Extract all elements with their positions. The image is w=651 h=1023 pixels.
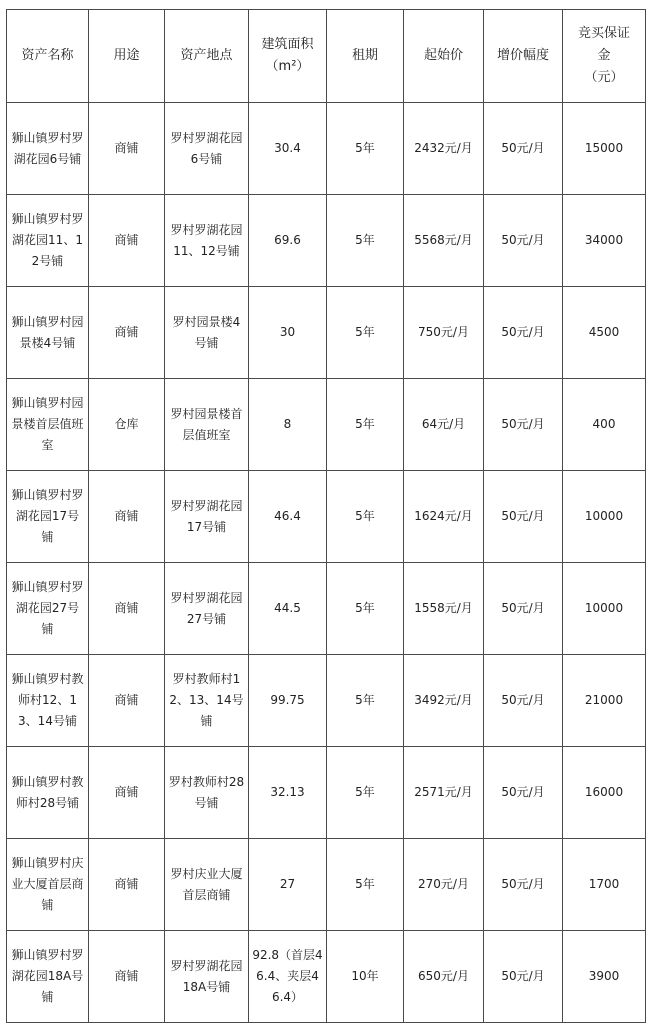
header-asset-name: 资产名称 — [7, 10, 89, 103]
cell-location: 罗村园景楼4号铺 — [165, 287, 249, 379]
cell-deposit: 10000 — [563, 563, 646, 655]
cell-increment: 50元/月 — [484, 195, 563, 287]
cell-asset-name: 狮山镇罗村园景楼首层值班室 — [7, 379, 89, 471]
cell-deposit: 21000 — [563, 655, 646, 747]
cell-start-price: 1624元/月 — [404, 471, 484, 563]
cell-start-price: 750元/月 — [404, 287, 484, 379]
cell-asset-name: 狮山镇罗村园景楼4号铺 — [7, 287, 89, 379]
cell-usage: 商铺 — [89, 655, 165, 747]
header-area-line2: （m²） — [265, 59, 310, 74]
cell-area: 46.4 — [249, 471, 327, 563]
cell-term: 5年 — [327, 195, 404, 287]
table-row — [7, 379, 646, 471]
cell-increment: 50元/月 — [484, 655, 563, 747]
cell-start-price: 2571元/月 — [404, 747, 484, 839]
header-location: 资产地点 — [165, 10, 249, 103]
cell-term: 5年 — [327, 103, 404, 195]
cell-area: 30 — [249, 287, 327, 379]
header-deposit — [563, 10, 646, 103]
cell-term: 5年 — [327, 563, 404, 655]
cell-area: 44.5 — [249, 563, 327, 655]
cell-deposit: 15000 — [563, 103, 646, 195]
cell-deposit: 400 — [563, 379, 646, 471]
cell-area: 32.13 — [249, 747, 327, 839]
table-row — [7, 103, 646, 195]
cell-increment: 50元/月 — [484, 747, 563, 839]
header-deposit-line3: （元） — [584, 70, 624, 85]
cell-usage: 商铺 — [89, 563, 165, 655]
cell-deposit: 3900 — [563, 931, 646, 1023]
cell-usage: 商铺 — [89, 747, 165, 839]
cell-usage: 商铺 — [89, 931, 165, 1023]
cell-deposit: 16000 — [563, 747, 646, 839]
cell-asset-name: 狮山镇罗村罗湖花园11、12号铺 — [7, 195, 89, 287]
cell-location: 罗村教师村12、13、14号铺 — [165, 655, 249, 747]
cell-start-price: 3492元/月 — [404, 655, 484, 747]
cell-area: 69.6 — [249, 195, 327, 287]
cell-asset-name: 狮山镇罗村教师村12、13、14号铺 — [7, 655, 89, 747]
cell-usage: 商铺 — [89, 195, 165, 287]
cell-usage: 仓库 — [89, 379, 165, 471]
cell-area: 27 — [249, 839, 327, 931]
table-row — [7, 839, 646, 931]
cell-location: 罗村罗湖花园6号铺 — [165, 103, 249, 195]
cell-deposit: 4500 — [563, 287, 646, 379]
cell-location: 罗村罗湖花园11、12号铺 — [165, 195, 249, 287]
cell-area: 30.4 — [249, 103, 327, 195]
table-header-row — [7, 10, 646, 103]
cell-location: 罗村罗湖花园17号铺 — [165, 471, 249, 563]
cell-start-price: 64元/月 — [404, 379, 484, 471]
cell-area: 92.8（首层46.4、夹层46.4） — [249, 931, 327, 1023]
table-row — [7, 287, 646, 379]
cell-area: 8 — [249, 379, 327, 471]
header-deposit-line2: 金 — [597, 48, 611, 63]
cell-start-price: 270元/月 — [404, 839, 484, 931]
header-term: 租期 — [327, 10, 404, 103]
cell-increment: 50元/月 — [484, 287, 563, 379]
table-row — [7, 747, 646, 839]
cell-deposit: 34000 — [563, 195, 646, 287]
cell-increment: 50元/月 — [484, 839, 563, 931]
cell-increment: 50元/月 — [484, 563, 563, 655]
cell-term: 5年 — [327, 287, 404, 379]
cell-term: 5年 — [327, 471, 404, 563]
header-start-price: 起始价 — [404, 10, 484, 103]
cell-location: 罗村园景楼首层值班室 — [165, 379, 249, 471]
cell-increment: 50元/月 — [484, 471, 563, 563]
cell-asset-name: 狮山镇罗村罗湖花园17号铺 — [7, 471, 89, 563]
cell-deposit: 1700 — [563, 839, 646, 931]
header-area — [249, 10, 327, 103]
cell-location: 罗村教师村28号铺 — [165, 747, 249, 839]
cell-usage: 商铺 — [89, 103, 165, 195]
cell-usage: 商铺 — [89, 287, 165, 379]
cell-area: 99.75 — [249, 655, 327, 747]
cell-start-price: 5568元/月 — [404, 195, 484, 287]
asset-lease-table — [6, 9, 646, 1023]
cell-location: 罗村罗湖花园18A号铺 — [165, 931, 249, 1023]
cell-asset-name: 狮山镇罗村庆业大厦首层商铺 — [7, 839, 89, 931]
cell-increment: 50元/月 — [484, 379, 563, 471]
cell-asset-name: 狮山镇罗村教师村28号铺 — [7, 747, 89, 839]
cell-asset-name: 狮山镇罗村罗湖花园18A号铺 — [7, 931, 89, 1023]
header-usage: 用途 — [89, 10, 165, 103]
table-row — [7, 471, 646, 563]
cell-deposit: 10000 — [563, 471, 646, 563]
cell-location: 罗村罗湖花园27号铺 — [165, 563, 249, 655]
cell-asset-name: 狮山镇罗村罗湖花园27号铺 — [7, 563, 89, 655]
cell-start-price: 1558元/月 — [404, 563, 484, 655]
cell-asset-name: 狮山镇罗村罗湖花园6号铺 — [7, 103, 89, 195]
header-deposit-line1: 竞买保证 — [577, 26, 630, 41]
cell-start-price: 650元/月 — [404, 931, 484, 1023]
cell-usage: 商铺 — [89, 839, 165, 931]
cell-term: 5年 — [327, 655, 404, 747]
cell-term: 5年 — [327, 839, 404, 931]
table-row — [7, 195, 646, 287]
cell-usage: 商铺 — [89, 471, 165, 563]
header-increment: 增价幅度 — [484, 10, 563, 103]
table-row — [7, 931, 646, 1023]
cell-term: 5年 — [327, 747, 404, 839]
cell-term: 5年 — [327, 379, 404, 471]
cell-start-price: 2432元/月 — [404, 103, 484, 195]
table-row — [7, 563, 646, 655]
cell-term: 10年 — [327, 931, 404, 1023]
header-area-line1: 建筑面积 — [261, 37, 314, 52]
cell-increment: 50元/月 — [484, 931, 563, 1023]
cell-location: 罗村庆业大厦首层商铺 — [165, 839, 249, 931]
table-row — [7, 655, 646, 747]
cell-increment: 50元/月 — [484, 103, 563, 195]
